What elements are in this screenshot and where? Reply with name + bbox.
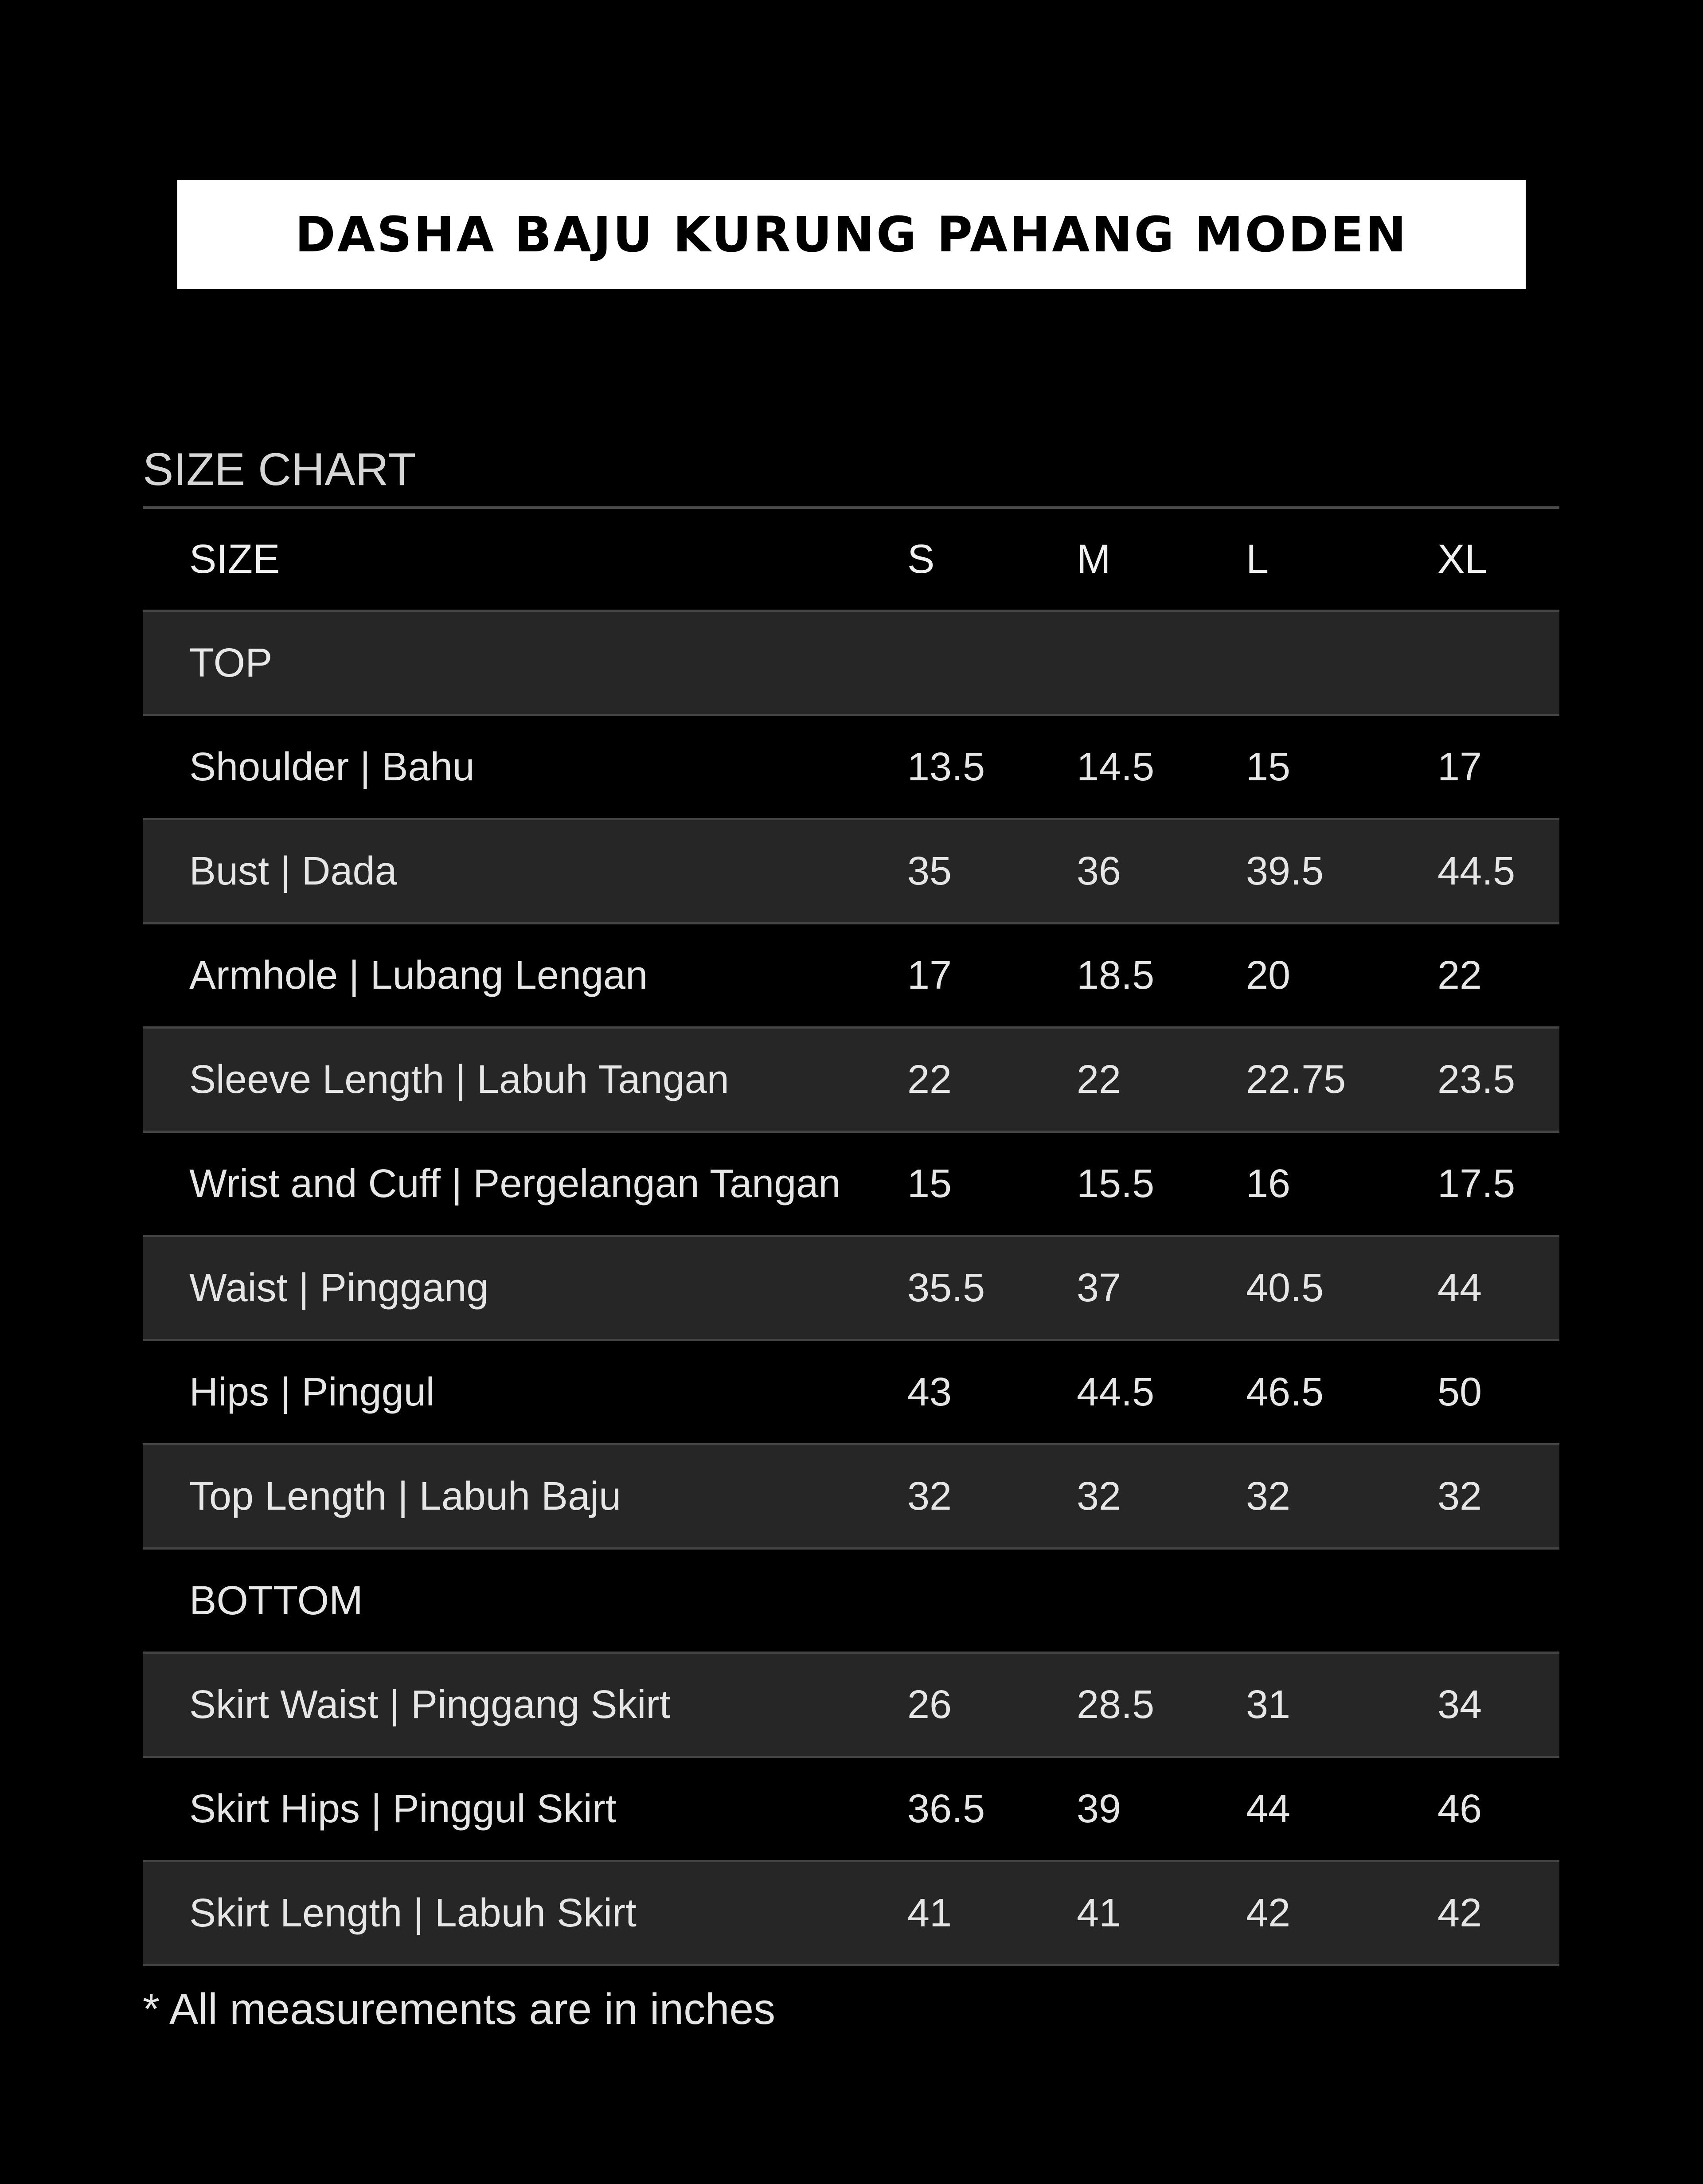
value-xl: 34: [1437, 1682, 1482, 1727]
size-table: [143, 506, 1559, 1966]
value-m: 28.5: [1077, 1682, 1155, 1727]
value-xl: 17.5: [1437, 1161, 1516, 1206]
value-xl: 44: [1437, 1265, 1482, 1310]
value-m: 44.5: [1077, 1370, 1155, 1414]
value-xl: 17: [1437, 744, 1482, 789]
value-m: 37: [1077, 1265, 1121, 1310]
value-s: 35: [907, 849, 952, 893]
value-m: 41: [1077, 1890, 1121, 1935]
table-row: [143, 820, 1559, 924]
value-l: 44: [1246, 1786, 1291, 1831]
value-s: 26: [907, 1682, 952, 1727]
measurement-label: Shoulder | Bahu: [189, 744, 475, 789]
table-row: [143, 924, 1559, 1029]
header-size-xl: XL: [1437, 536, 1488, 582]
value-xl: 44.5: [1437, 849, 1516, 893]
measurement-footnote: * All measurements are in inches: [143, 1984, 776, 2033]
section-label: TOP: [189, 640, 273, 685]
measurement-label: Bust | Dada: [189, 849, 397, 893]
header-size-l: L: [1246, 536, 1269, 582]
value-s: 43: [907, 1370, 952, 1414]
value-l: 31: [1246, 1682, 1291, 1727]
value-s: 15: [907, 1161, 952, 1206]
value-m: 36: [1077, 849, 1121, 893]
table-row: [143, 1341, 1559, 1445]
value-s: 41: [907, 1890, 952, 1935]
table-row: [143, 716, 1559, 820]
measurement-label: Sleeve Length | Labuh Tangan: [189, 1057, 729, 1102]
measurement-label: Wrist and Cuff | Pergelangan Tangan: [189, 1161, 841, 1206]
value-l: 15: [1246, 744, 1291, 789]
measurement-label: Waist | Pinggang: [189, 1265, 489, 1310]
value-m: 15.5: [1077, 1161, 1155, 1206]
value-s: 13.5: [907, 744, 985, 789]
value-xl: 22: [1437, 953, 1482, 998]
value-xl: 46: [1437, 1786, 1482, 1831]
value-l: 39.5: [1246, 849, 1324, 893]
page-title: DASHA BAJU KURUNG PAHANG MODEN: [295, 206, 1408, 263]
value-m: 32: [1077, 1474, 1121, 1519]
measurement-label: Skirt Length | Labuh Skirt: [189, 1890, 637, 1935]
value-s: 22: [907, 1057, 952, 1102]
table-row: [143, 1133, 1559, 1237]
value-xl: 23.5: [1437, 1057, 1516, 1102]
value-l: 46.5: [1246, 1370, 1324, 1414]
table-row: [143, 1029, 1559, 1133]
value-l: 42: [1246, 1890, 1291, 1935]
header-size-s: S: [907, 536, 935, 582]
value-s: 35.5: [907, 1265, 985, 1310]
measurement-label: Skirt Hips | Pinggul Skirt: [189, 1786, 617, 1831]
value-l: 20: [1246, 953, 1291, 998]
measurement-label: Armhole | Lubang Lengan: [189, 953, 648, 998]
value-s: 32: [907, 1474, 952, 1519]
value-s: 36.5: [907, 1786, 985, 1831]
value-s: 17: [907, 953, 952, 998]
value-m: 14.5: [1077, 744, 1155, 789]
table-row: [143, 1862, 1559, 1966]
value-l: 40.5: [1246, 1265, 1324, 1310]
header-size-m: M: [1077, 536, 1111, 582]
value-m: 39: [1077, 1786, 1121, 1831]
table-row: [143, 1758, 1559, 1862]
section-row-top: [143, 612, 1559, 716]
value-xl: 32: [1437, 1474, 1482, 1519]
value-xl: 50: [1437, 1370, 1482, 1414]
section-row-bottom: [143, 1550, 1559, 1654]
section-label: BOTTOM: [189, 1577, 363, 1623]
value-xl: 42: [1437, 1890, 1482, 1935]
measurement-label: Top Length | Labuh Baju: [189, 1474, 621, 1519]
title-banner: [177, 180, 1526, 289]
measurement-label: Skirt Waist | Pinggang Skirt: [189, 1682, 671, 1727]
value-l: 16: [1246, 1161, 1291, 1206]
table-row: [143, 1445, 1559, 1550]
value-l: 32: [1246, 1474, 1291, 1519]
measurement-label: Hips | Pinggul: [189, 1370, 435, 1414]
value-l: 22.75: [1246, 1057, 1346, 1102]
header-size-label: SIZE: [189, 536, 280, 582]
table-row: [143, 1654, 1559, 1758]
table-row: [143, 1237, 1559, 1341]
value-m: 18.5: [1077, 953, 1155, 998]
table-header-row: [143, 509, 1559, 612]
value-m: 22: [1077, 1057, 1121, 1102]
size-chart-heading: SIZE CHART: [143, 444, 416, 495]
